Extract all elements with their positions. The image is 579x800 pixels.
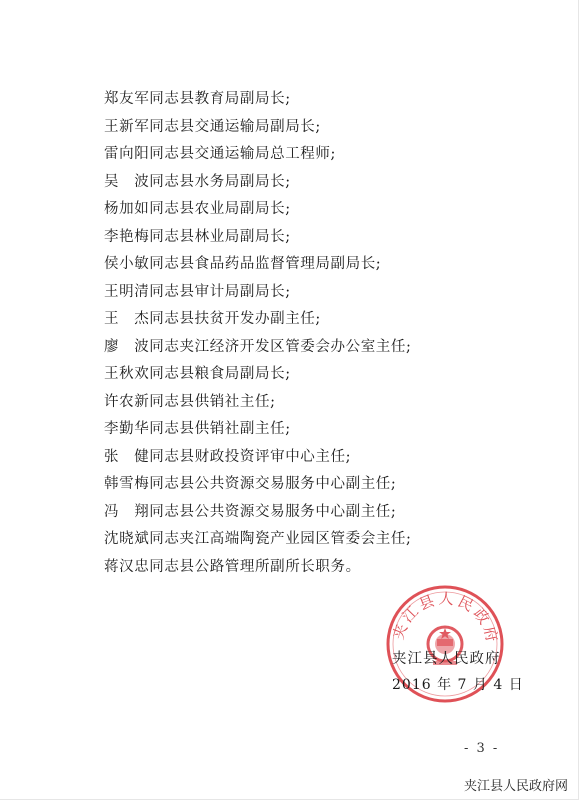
list-item: 许农新同志县供销社主任; [104, 393, 276, 410]
appointment-list [104, 86, 411, 581]
list-item: 侯小敏同志县食品药品监督管理局副局长; [104, 256, 382, 272]
issue-date: 2016 年 7 月 4 日 [392, 677, 524, 693]
list-item: 王 杰同志县扶贫开发办副主任; [104, 311, 321, 327]
list-item: 王秋欢同志县粮食局副局长; [104, 366, 291, 382]
list-item: 杨加如同志县农业局副局长; [104, 201, 291, 217]
list-item: 王明清同志县审计局副局长; [104, 283, 291, 300]
list-item: 李艳梅同志县林业局副局长; [104, 228, 291, 245]
site-watermark: 夹江县人民政府网 [464, 779, 569, 794]
list-item: 张 健同志县财政投资评审中心主任; [104, 448, 352, 465]
seal-text: 夹江县人民政府 [389, 589, 502, 647]
page-number: - 3 - [464, 741, 500, 756]
list-item: 廖 波同志夹江经济开发区管委会办公室主任; [104, 338, 412, 355]
list-item: 郑友军同志县教育局副局长; [104, 91, 291, 107]
list-item: 蒋汉忠同志县公路管理所副所长职务。 [104, 558, 361, 575]
list-item: 吴 波同志县水务局副局长; [104, 173, 291, 190]
list-item: 沈晓斌同志夹江高端陶瓷产业园区管委会主任; [104, 531, 412, 547]
signer-name: 夹江县人民政府 [392, 651, 501, 667]
list-item: 雷向阳同志县交通运输局总工程师; [104, 146, 336, 162]
list-item: 韩雪梅同志县公共资源交易服务中心副主任; [104, 476, 397, 492]
list-item: 冯 翔同志县公共资源交易服务中心副主任; [104, 503, 397, 520]
list-item: 王新军同志县交通运输局副局长; [104, 118, 321, 135]
list-item: 李勤华同志县供销社副主任; [104, 421, 291, 437]
